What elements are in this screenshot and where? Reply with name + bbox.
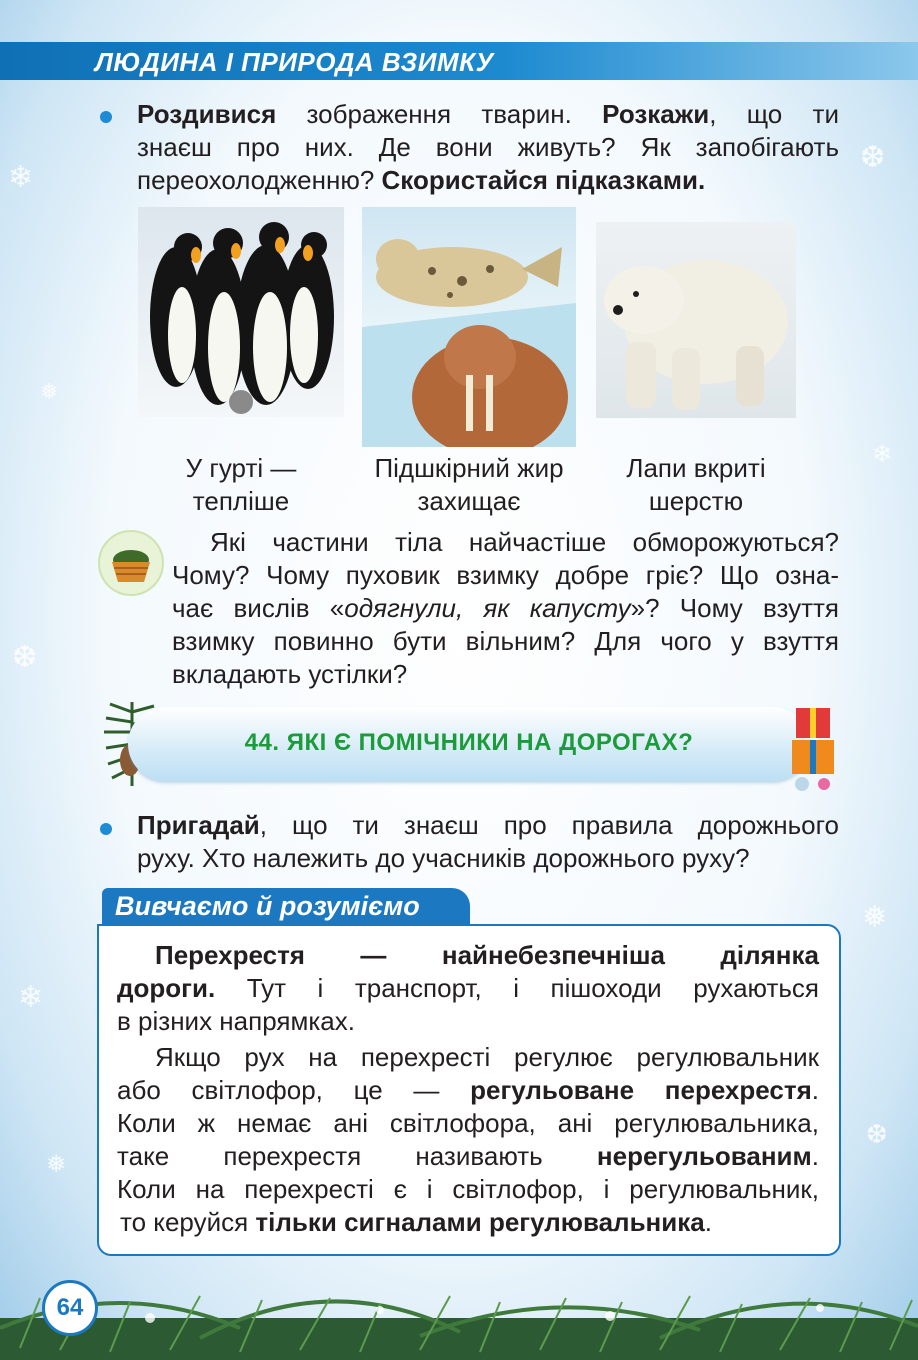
seal-walrus-caption: [350, 452, 588, 518]
lesson-title: 44. ЯКІ Є ПОМІЧНИКИ НА ДОРОГАХ?: [244, 729, 694, 756]
study-text: Коли на перехресті є і світлофор, і регулювальник,: [117, 1174, 819, 1204]
snowflake-icon: ❅: [40, 380, 59, 405]
intro-text: знаєш про них. Де вони живуть? Як запобігають: [137, 132, 839, 162]
question-text: »? Чому взуття: [630, 593, 840, 623]
questions-paragraph: [172, 526, 839, 691]
punctuation: .: [811, 1141, 819, 1171]
seal-walrus-image: [362, 207, 576, 447]
bullet-icon: [100, 823, 112, 835]
question-text: Які частини тіла найчастіше обморожуються?: [210, 527, 839, 557]
intro-text: переохолодженню?: [137, 165, 382, 195]
snowflake-icon: ❆: [860, 140, 886, 175]
intro-verb-look: Роздивися: [137, 99, 277, 129]
snowflake-icon: ❄: [872, 440, 893, 468]
recall-text: , що ти знаєш про правила дорожнього: [259, 810, 839, 840]
caption-line: тепліше: [192, 486, 290, 516]
polar-bear-caption: [596, 452, 796, 518]
study-text: в різних напрямках.: [117, 1006, 355, 1036]
recall-text: руху. Хто належить до учасників дорожнього руху?: [137, 843, 750, 873]
study-text: або світлофор, це —: [117, 1075, 471, 1105]
definition-term: дороги.: [117, 973, 216, 1003]
question-text: Чому? Чому пуховик взимку добре гріє? Що озна-: [172, 560, 839, 590]
study-tab-label: Вивчаємо й розуміємо: [115, 891, 420, 921]
snowflake-icon: ❅: [862, 900, 888, 935]
recall-paragraph: [137, 809, 839, 875]
gift-boxes-icon: [788, 700, 840, 794]
bullet-icon: [100, 111, 112, 123]
caption-line: шерстю: [648, 486, 744, 516]
study-text: Тут і транспорт, і пішоходи рухаються: [215, 973, 819, 1003]
caption-line: Підшкірний жир: [374, 453, 564, 483]
snowflake-icon: ❆: [866, 1120, 888, 1150]
study-text: Якщо рух на перехресті регулює регулювальник: [155, 1042, 819, 1072]
definition-term: Перехрестя — найнебезпечніша ділянка: [155, 940, 819, 970]
question-text: чає вислів «: [172, 593, 345, 623]
snowflake-icon: ❄: [18, 980, 44, 1015]
recall-verb: Пригадай: [137, 810, 260, 840]
snowflake-icon: ❄: [8, 160, 34, 195]
term-unregulated: нерегульованим: [596, 1141, 812, 1171]
pine-branches-icon: [0, 1258, 918, 1360]
snowflake-icon: ❅: [46, 1150, 67, 1178]
punctuation: .: [704, 1207, 712, 1237]
idiom-text: одягнули, як капусту: [344, 593, 631, 623]
intro-hint: Скористайся підказками.: [381, 165, 706, 195]
study-paragraph-2: [117, 1041, 819, 1239]
study-text: то керуйся: [120, 1207, 256, 1237]
caption-line: Лапи вкриті: [626, 453, 766, 483]
intro-text: зображення тварин.: [276, 99, 603, 129]
basket-icon: [98, 530, 164, 596]
caption-line: захищає: [417, 486, 521, 516]
intro-paragraph: [137, 98, 839, 197]
term-regulated: регульоване перехрестя: [470, 1075, 812, 1105]
chapter-title: ЛЮДИНА І ПРИРОДА ВЗИМКУ: [95, 47, 494, 77]
caption-line: У гурті —: [185, 453, 297, 483]
page-number: 64: [42, 1280, 98, 1336]
study-text: Коли ж немає ані світлофора, ані регулювальника,: [117, 1108, 819, 1138]
punctuation: .: [811, 1075, 819, 1105]
penguins-image: [138, 207, 344, 417]
question-text: взимку повинно бути вільним? Для чого у взуття: [172, 626, 839, 656]
polar-bear-image: [596, 222, 796, 418]
question-text: вкладають устілки?: [172, 659, 408, 689]
study-paragraph-1: [117, 939, 819, 1038]
penguins-caption: [138, 452, 344, 518]
intro-text: , що ти: [709, 99, 839, 129]
intro-verb-tell: Розкажи: [602, 99, 710, 129]
snowflake-icon: ❆: [12, 640, 38, 675]
study-text: таке перехрестя називають: [117, 1141, 597, 1171]
term-traffic-controller-signals: тільки сигналами регулювальника: [255, 1207, 705, 1237]
